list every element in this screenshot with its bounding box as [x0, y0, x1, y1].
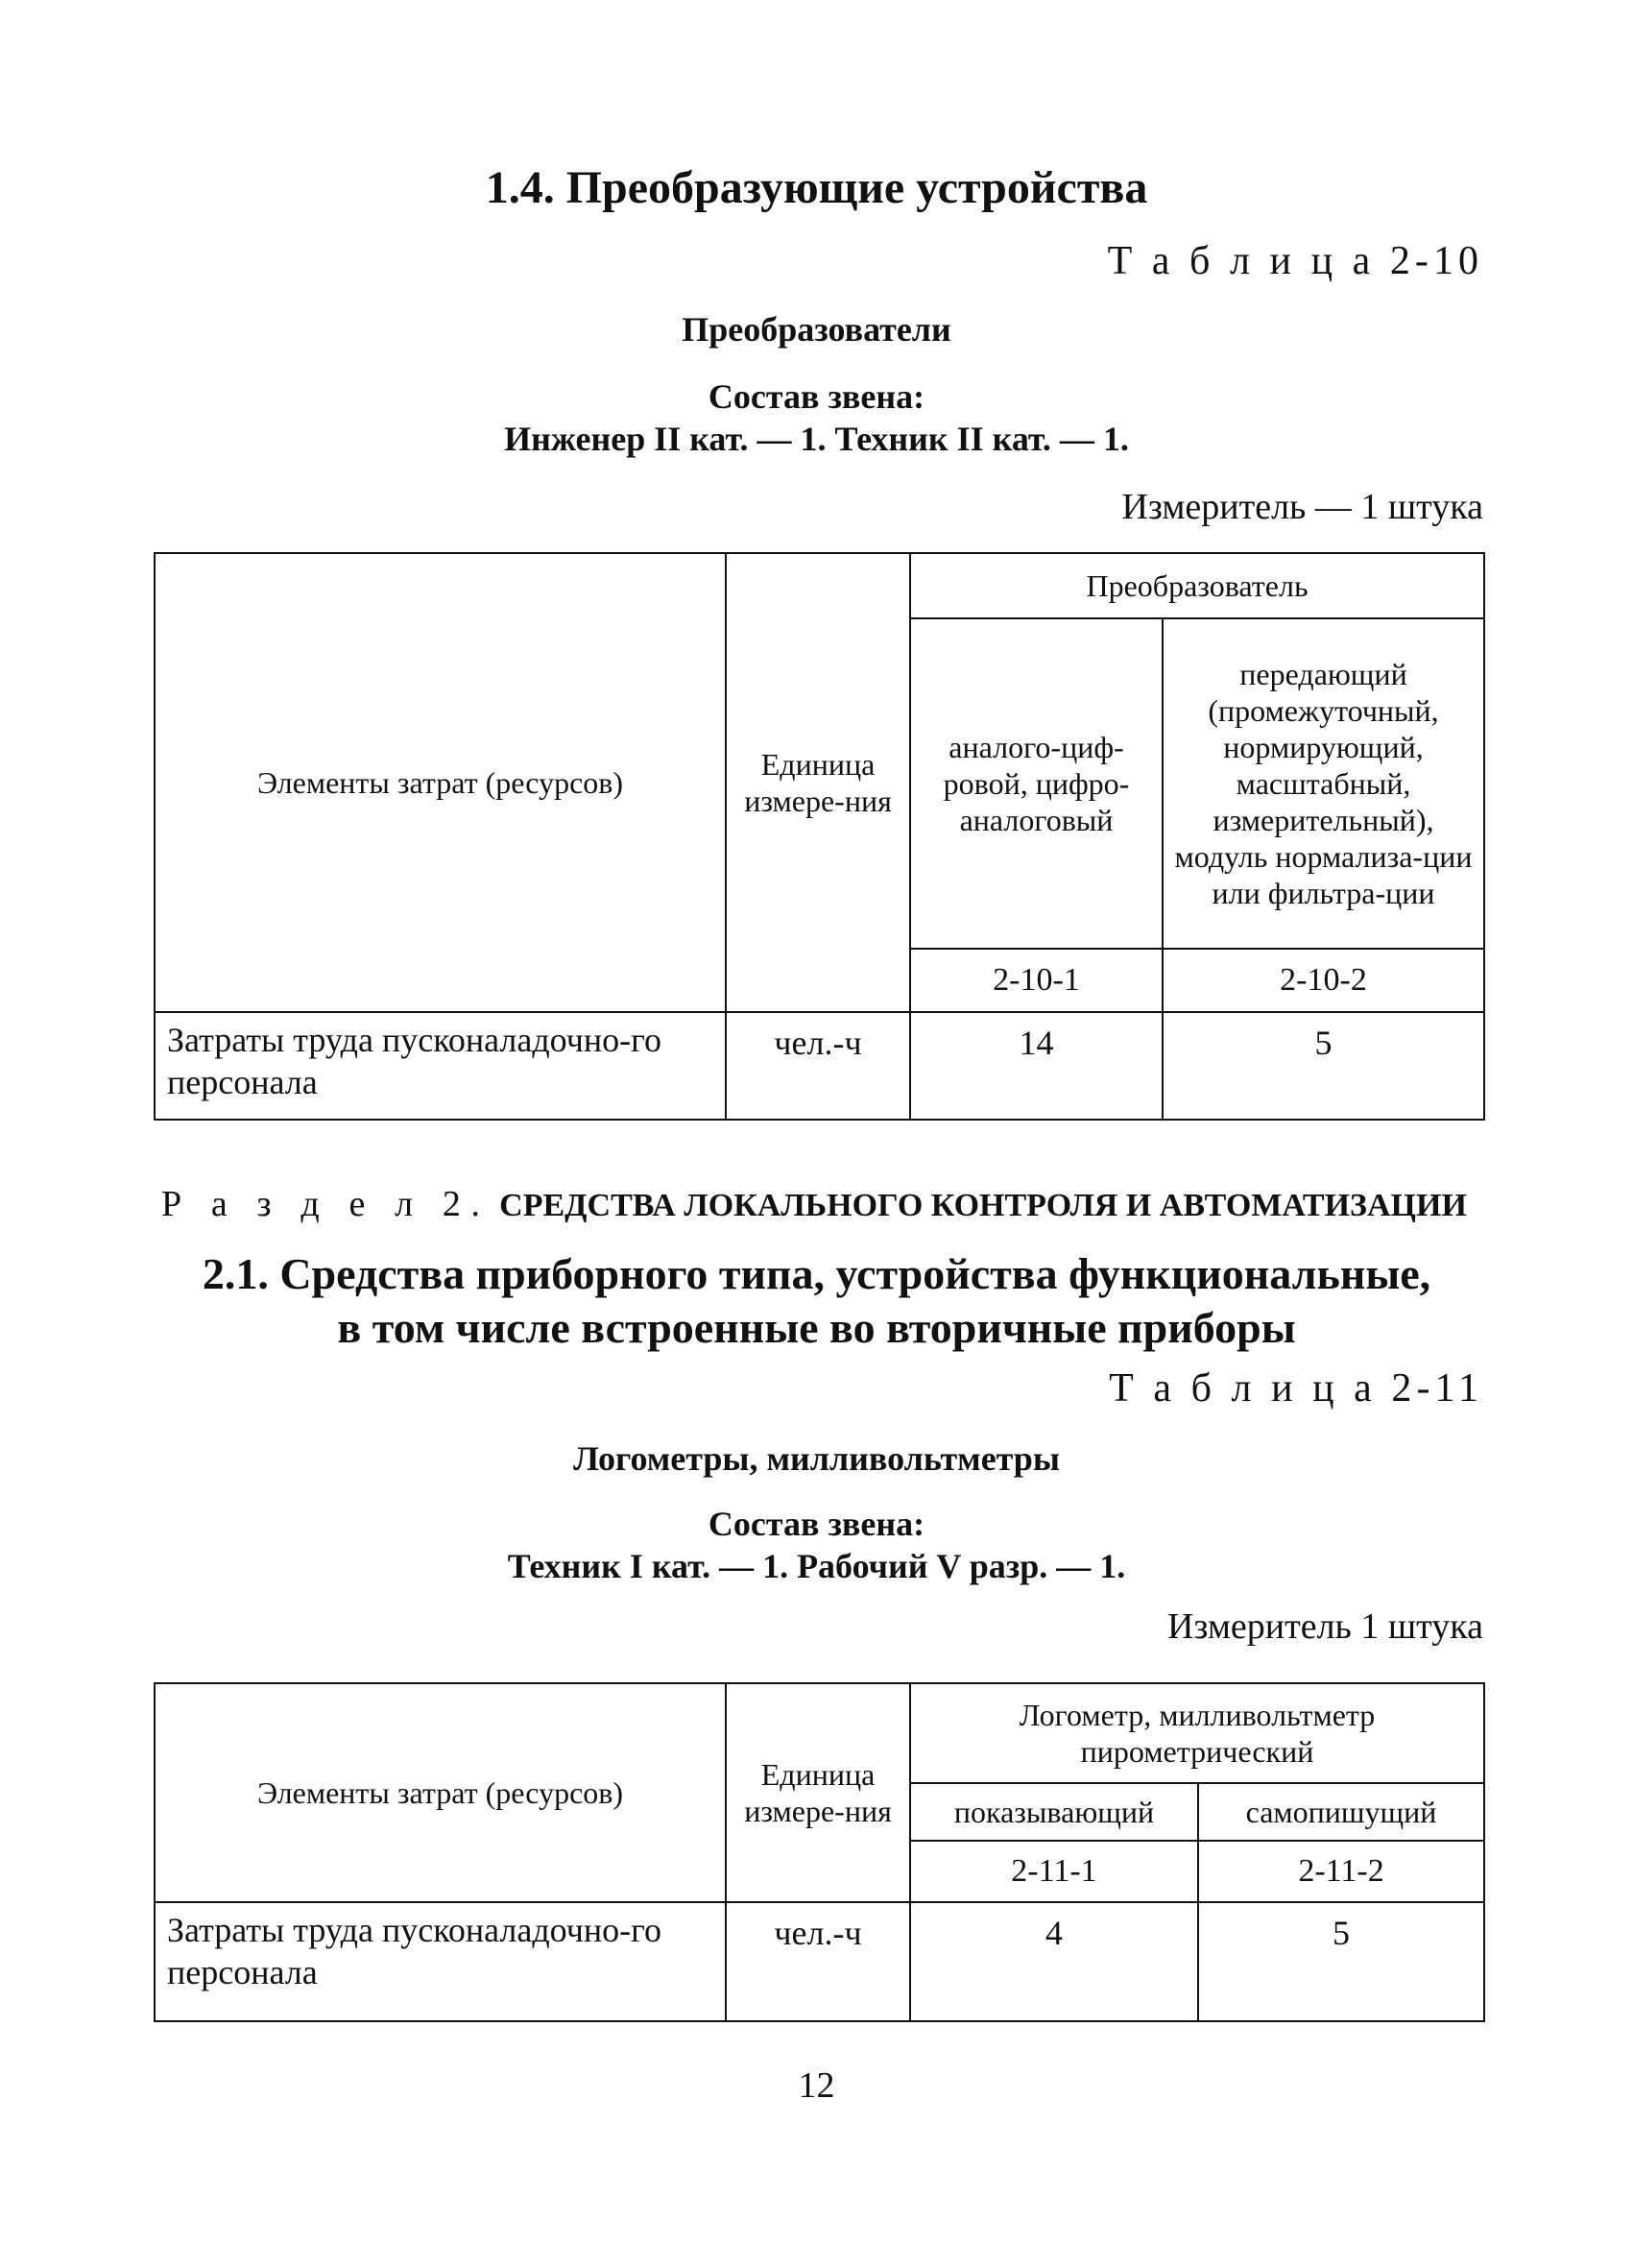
header-sub-2: передающий (промежуточный, нормирующий, масштабный, измерительный), модуль нормализа-ции или фильтра-ции — [1163, 618, 1484, 949]
norm-table-2-11 — [154, 1682, 1485, 2022]
unit-note: Измеритель — 1 штука — [1121, 487, 1483, 527]
header-group: Логометр, милливольтметр пирометрический — [910, 1683, 1484, 1783]
table-row — [155, 1012, 1484, 1120]
code-cell: 2-10-1 — [910, 949, 1163, 1012]
header-sub-1: аналого-циф-ровой, цифро-аналоговый — [910, 618, 1163, 949]
row-value: 5 — [1163, 1012, 1484, 1120]
code-cell: 2-11-1 — [910, 1841, 1198, 1902]
row-element: Затраты труда пусконаладочно-го персонала — [155, 1012, 726, 1120]
header-elements: Элементы затрат (ресурсов) — [155, 553, 726, 1012]
table-label: Т а б л и ц а 2-11 — [1109, 1366, 1483, 1411]
row-unit: чел.-ч — [726, 1012, 910, 1120]
crew-label: Состав звена: — [708, 377, 925, 416]
row-unit: чел.-ч — [726, 1902, 910, 2021]
table-row — [155, 1902, 1484, 2021]
code-cell: 2-11-2 — [1198, 1841, 1484, 1902]
razdel-heading — [161, 1183, 1486, 1225]
header-unit: Единица измере-ния — [726, 1683, 910, 1902]
header-unit: Единица измере-ния — [726, 553, 910, 1012]
header-sub-2: самопишущий — [1198, 1783, 1484, 1841]
razdel-prefix: Р а з д е л 2. — [161, 1184, 491, 1224]
code-cell: 2-10-2 — [1163, 949, 1484, 1012]
table-label: Т а б л и ц а 2-10 — [1107, 239, 1483, 283]
header-group: Преобразователь — [910, 553, 1484, 618]
unit-note: Измеритель 1 штука — [1166, 1606, 1483, 1647]
razdel-title: СРЕДСТВА ЛОКАЛЬНОГО КОНТРОЛЯ И АВТОМАТИЗАЦИИ — [499, 1188, 1467, 1223]
row-value: 4 — [910, 1902, 1198, 2021]
row-value: 14 — [910, 1012, 1163, 1120]
crew-members: Инженер II кат. — 1. Техник II кат. — 1. — [504, 420, 1129, 458]
crew-label: Состав звена: — [708, 1505, 925, 1543]
norm-table-2-10 — [154, 552, 1485, 1121]
table-title: Преобразователи — [682, 310, 951, 349]
header-elements: Элементы затрат (ресурсов) — [155, 1683, 726, 1902]
table-title: Логометры, милливольтметры — [573, 1439, 1060, 1478]
header-sub-1: показывающий — [910, 1783, 1198, 1841]
page-number: 12 — [798, 2065, 835, 2106]
section-heading: 1.4. Преобразующие устройства — [485, 162, 1148, 213]
crew-members: Техник I кат. — 1. Рабочий V разр. — 1. — [507, 1547, 1126, 1585]
row-value: 5 — [1198, 1902, 1484, 2021]
subsection-heading-line-1: 2.1. Средства приборного типа, устройства функциональные, — [202, 1249, 1431, 1298]
row-element: Затраты труда пусконаладочно-го персонала — [155, 1902, 726, 2021]
subsection-heading-line-2: в том числе встроенные во вторичные приборы — [337, 1303, 1296, 1352]
